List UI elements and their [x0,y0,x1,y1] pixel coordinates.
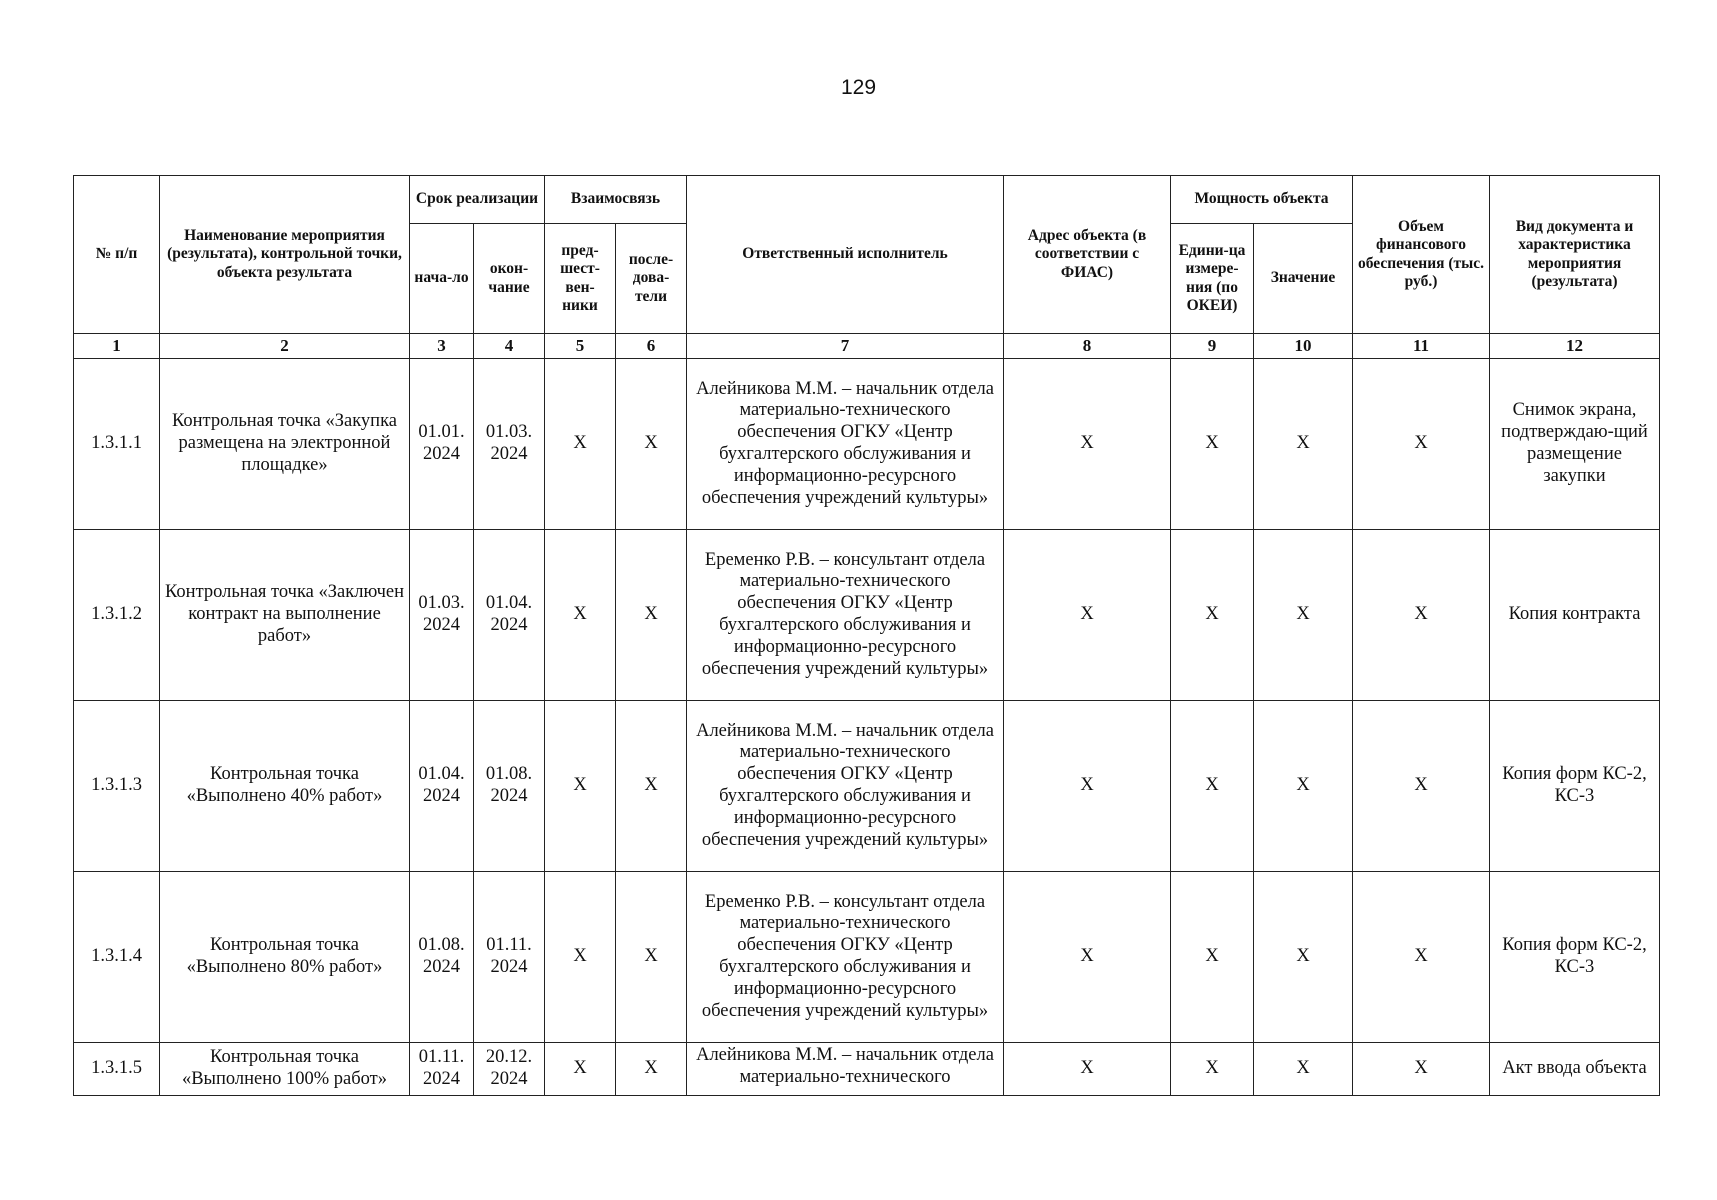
row-executor: Алейникова М.М. – начальник отдела материально-технического обеспечения ОГКУ «Центр бухгалтерского обслуживания и информационно-ресурсного обеспечения учреждений культуры» [687,701,1004,872]
row-prev: Х [545,359,616,530]
row-end: 20.12. 2024 [474,1043,545,1096]
row-name: Контрольная точка «Выполнено 40% работ» [160,701,410,872]
header-finance: Объем финансового обеспечения (тыс. руб.) [1353,176,1490,334]
header-link-prev: пред-шест-вен-ники [545,224,616,334]
header-doc: Вид документа и характеристика мероприятия (результата) [1490,176,1660,334]
row-name: Контрольная точка «Выполнено 100% работ» [160,1043,410,1096]
row-executor-cell [687,1043,1004,1096]
column-number: 10 [1254,334,1353,359]
row-address: Х [1004,872,1171,1043]
row-prev: Х [545,701,616,872]
row-doc: Копия форм КС-2, КС-3 [1490,872,1660,1043]
column-number: 8 [1004,334,1171,359]
column-number: 2 [160,334,410,359]
header-num: № п/п [74,176,160,334]
row-value: Х [1254,530,1353,701]
row-prev: Х [545,1043,616,1096]
row-value: Х [1254,701,1353,872]
row-num: 1.3.1.3 [74,701,160,872]
row-end: 01.03. 2024 [474,359,545,530]
row-num: 1.3.1.1 [74,359,160,530]
row-executor: Еременко Р.В. – консультант отдела материально-технического обеспечения ОГКУ «Центр бухгалтерского обслуживания и информационно-ресурсного обеспечения учреждений культуры» [687,530,1004,701]
row-end: 01.11. 2024 [474,872,545,1043]
row-next: Х [616,872,687,1043]
row-name: Контрольная точка «Заключен контракт на выполнение работ» [160,530,410,701]
row-address: Х [1004,359,1171,530]
column-number: 12 [1490,334,1660,359]
row-executor: Еременко Р.В. – консультант отдела материально-технического обеспечения ОГКУ «Центр бухгалтерского обслуживания и информационно-ресурсного обеспечения учреждений культуры» [687,872,1004,1043]
row-address: Х [1004,1043,1171,1096]
row-next: Х [616,359,687,530]
header-term: Срок реализации [410,176,545,224]
row-executor: Алейникова М.М. – начальник отдела материально-технического обеспечения ОГКУ «Центр бухгалтерского обслуживания и информационно-ресурсного обеспечения учреждений культуры» [687,359,1004,530]
column-number: 7 [687,334,1004,359]
row-unit: Х [1171,872,1254,1043]
column-number: 9 [1171,334,1254,359]
table-row [74,701,1660,872]
row-start: 01.08. 2024 [410,872,474,1043]
header-link: Взаимосвязь [545,176,687,224]
row-num: 1.3.1.4 [74,872,160,1043]
page-number: 129 [840,76,877,99]
row-next: Х [616,1043,687,1096]
row-end: 01.04. 2024 [474,530,545,701]
row-name: Контрольная точка «Выполнено 80% работ» [160,872,410,1043]
row-num: 1.3.1.2 [74,530,160,701]
row-unit: Х [1171,530,1254,701]
column-number: 1 [74,334,160,359]
header-unit: Едини-ца измере-ния (по ОКЕИ) [1171,224,1254,334]
row-start: 01.03. 2024 [410,530,474,701]
column-number: 6 [616,334,687,359]
row-doc: Копия контракта [1490,530,1660,701]
column-number: 4 [474,334,545,359]
column-number: 11 [1353,334,1490,359]
row-unit: Х [1171,359,1254,530]
header-executor: Ответственный исполнитель [687,176,1004,334]
row-value: Х [1254,872,1353,1043]
row-executor: Алейникова М.М. – начальник отдела материально-технического [696,1045,994,1087]
row-address: Х [1004,530,1171,701]
plan-table [73,175,1660,1096]
table-row [74,872,1660,1043]
row-finance: Х [1353,1043,1490,1096]
row-finance: Х [1353,530,1490,701]
row-next: Х [616,701,687,872]
row-name: Контрольная точка «Закупка размещена на электронной площадке» [160,359,410,530]
header-link-next: после-дова-тели [616,224,687,334]
header-term-start: нача-ло [410,224,474,334]
column-numbers-row [74,334,1660,359]
header-value: Значение [1254,224,1353,334]
header-term-end: окон-чание [474,224,545,334]
row-start: 01.11. 2024 [410,1043,474,1096]
row-prev: Х [545,872,616,1043]
row-finance: Х [1353,872,1490,1043]
row-doc: Снимок экрана, подтверждаю-щий размещение закупки [1490,359,1660,530]
column-number: 3 [410,334,474,359]
row-unit: Х [1171,1043,1254,1096]
row-value: Х [1254,359,1353,530]
row-finance: Х [1353,701,1490,872]
row-end: 01.08. 2024 [474,701,545,872]
row-unit: Х [1171,701,1254,872]
table-row [74,530,1660,701]
column-number: 5 [545,334,616,359]
row-next: Х [616,530,687,701]
row-finance: Х [1353,359,1490,530]
row-start: 01.01. 2024 [410,359,474,530]
row-address: Х [1004,701,1171,872]
table-row [74,359,1660,530]
row-num: 1.3.1.5 [74,1043,160,1096]
row-prev: Х [545,530,616,701]
row-start: 01.04. 2024 [410,701,474,872]
row-doc: Копия форм КС-2, КС-3 [1490,701,1660,872]
header-address: Адрес объекта (в соответствии с ФИАС) [1004,176,1171,334]
header-capacity: Мощность объекта [1171,176,1353,224]
row-doc: Акт ввода объекта [1490,1043,1660,1096]
table-row [74,1043,1660,1096]
header-name: Наименование мероприятия (результата), контрольной точки, объекта результата [160,176,410,334]
row-value: Х [1254,1043,1353,1096]
